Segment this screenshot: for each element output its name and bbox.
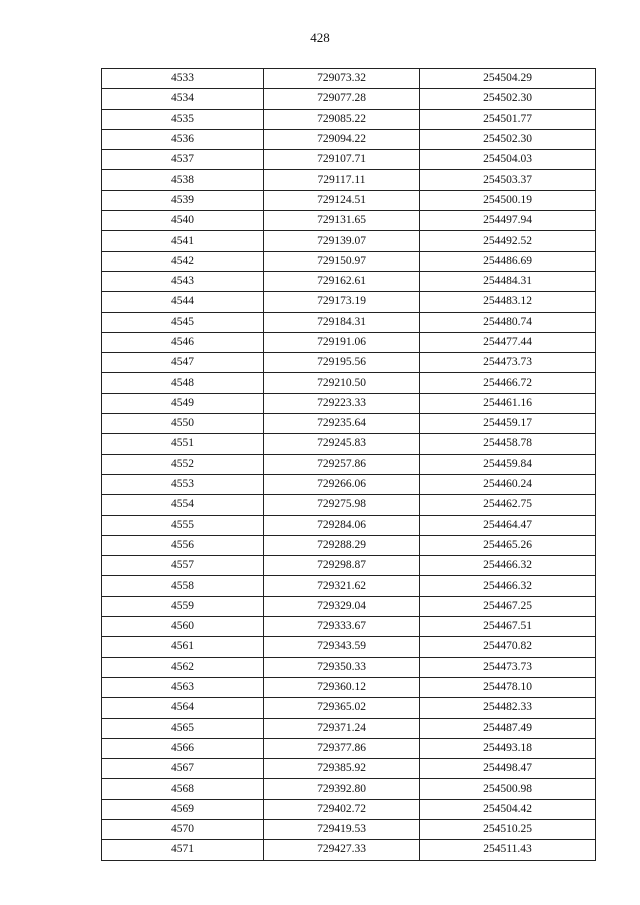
point-number-cell: 4539 xyxy=(102,190,264,210)
table-row xyxy=(102,617,596,637)
y-coordinate-cell: 254459.84 xyxy=(420,454,596,474)
x-coordinate-cell: 729350.33 xyxy=(264,657,420,677)
table-row xyxy=(102,190,596,210)
x-coordinate-cell: 729385.92 xyxy=(264,759,420,779)
x-coordinate-cell: 729371.24 xyxy=(264,718,420,738)
y-coordinate-cell: 254480.74 xyxy=(420,312,596,332)
x-coordinate-cell: 729162.61 xyxy=(264,271,420,291)
table-row xyxy=(102,211,596,231)
y-coordinate-cell: 254473.73 xyxy=(420,353,596,373)
x-coordinate-cell: 729077.28 xyxy=(264,89,420,109)
point-number-cell: 4544 xyxy=(102,292,264,312)
x-coordinate-cell: 729131.65 xyxy=(264,211,420,231)
point-number-cell: 4541 xyxy=(102,231,264,251)
point-number-cell: 4549 xyxy=(102,393,264,413)
x-coordinate-cell: 729107.71 xyxy=(264,150,420,170)
y-coordinate-cell: 254493.18 xyxy=(420,738,596,758)
table-row xyxy=(102,271,596,291)
table-row xyxy=(102,840,596,860)
x-coordinate-cell: 729245.83 xyxy=(264,434,420,454)
point-number-cell: 4565 xyxy=(102,718,264,738)
point-number-cell: 4562 xyxy=(102,657,264,677)
y-coordinate-cell: 254502.30 xyxy=(420,129,596,149)
y-coordinate-cell: 254504.03 xyxy=(420,150,596,170)
table-row xyxy=(102,556,596,576)
point-number-cell: 4537 xyxy=(102,150,264,170)
page-number: 428 xyxy=(310,30,330,45)
x-coordinate-cell: 729419.53 xyxy=(264,819,420,839)
y-coordinate-cell: 254503.37 xyxy=(420,170,596,190)
y-coordinate-cell: 254502.30 xyxy=(420,89,596,109)
point-number-cell: 4546 xyxy=(102,332,264,352)
table-row xyxy=(102,231,596,251)
point-number-cell: 4571 xyxy=(102,840,264,860)
point-number-cell: 4563 xyxy=(102,677,264,697)
point-number-cell: 4545 xyxy=(102,312,264,332)
point-number-cell: 4570 xyxy=(102,819,264,839)
table-row xyxy=(102,414,596,434)
x-coordinate-cell: 729073.32 xyxy=(264,69,420,89)
x-coordinate-cell: 729173.19 xyxy=(264,292,420,312)
point-number-cell: 4568 xyxy=(102,779,264,799)
point-number-cell: 4557 xyxy=(102,556,264,576)
table-row xyxy=(102,89,596,109)
x-coordinate-cell: 729392.80 xyxy=(264,779,420,799)
x-coordinate-cell: 729210.50 xyxy=(264,373,420,393)
point-number-cell: 4567 xyxy=(102,759,264,779)
point-number-cell: 4553 xyxy=(102,474,264,494)
y-coordinate-cell: 254466.32 xyxy=(420,576,596,596)
y-coordinate-cell: 254501.77 xyxy=(420,109,596,129)
x-coordinate-cell: 729094.22 xyxy=(264,129,420,149)
x-coordinate-cell: 729284.06 xyxy=(264,515,420,535)
y-coordinate-cell: 254482.33 xyxy=(420,698,596,718)
point-number-cell: 4547 xyxy=(102,353,264,373)
table-row xyxy=(102,312,596,332)
x-coordinate-cell: 729124.51 xyxy=(264,190,420,210)
x-coordinate-cell: 729266.06 xyxy=(264,474,420,494)
table-row xyxy=(102,718,596,738)
table-row xyxy=(102,637,596,657)
y-coordinate-cell: 254470.82 xyxy=(420,637,596,657)
table-row xyxy=(102,332,596,352)
y-coordinate-cell: 254461.16 xyxy=(420,393,596,413)
point-number-cell: 4540 xyxy=(102,211,264,231)
coordinates-table-body xyxy=(102,69,596,861)
x-coordinate-cell: 729139.07 xyxy=(264,231,420,251)
table-row xyxy=(102,292,596,312)
table-row xyxy=(102,434,596,454)
table-row xyxy=(102,515,596,535)
point-number-cell: 4559 xyxy=(102,596,264,616)
x-coordinate-cell: 729195.56 xyxy=(264,353,420,373)
y-coordinate-cell: 254497.94 xyxy=(420,211,596,231)
y-coordinate-cell: 254504.29 xyxy=(420,69,596,89)
table-row xyxy=(102,251,596,271)
y-coordinate-cell: 254467.51 xyxy=(420,617,596,637)
x-coordinate-cell: 729427.33 xyxy=(264,840,420,860)
y-coordinate-cell: 254462.75 xyxy=(420,495,596,515)
table-row xyxy=(102,69,596,89)
x-coordinate-cell: 729321.62 xyxy=(264,576,420,596)
table-row xyxy=(102,474,596,494)
y-coordinate-cell: 254460.24 xyxy=(420,474,596,494)
y-coordinate-cell: 254504.42 xyxy=(420,799,596,819)
table-row xyxy=(102,353,596,373)
table-row xyxy=(102,576,596,596)
y-coordinate-cell: 254483.12 xyxy=(420,292,596,312)
x-coordinate-cell: 729117.11 xyxy=(264,170,420,190)
table-row xyxy=(102,393,596,413)
x-coordinate-cell: 729235.64 xyxy=(264,414,420,434)
point-number-cell: 4543 xyxy=(102,271,264,291)
table-row xyxy=(102,759,596,779)
x-coordinate-cell: 729298.87 xyxy=(264,556,420,576)
table-row xyxy=(102,150,596,170)
x-coordinate-cell: 729377.86 xyxy=(264,738,420,758)
y-coordinate-cell: 254477.44 xyxy=(420,332,596,352)
x-coordinate-cell: 729150.97 xyxy=(264,251,420,271)
x-coordinate-cell: 729085.22 xyxy=(264,109,420,129)
y-coordinate-cell: 254466.32 xyxy=(420,556,596,576)
point-number-cell: 4555 xyxy=(102,515,264,535)
y-coordinate-cell: 254464.47 xyxy=(420,515,596,535)
table-row xyxy=(102,495,596,515)
point-number-cell: 4536 xyxy=(102,129,264,149)
y-coordinate-cell: 254498.47 xyxy=(420,759,596,779)
table-row xyxy=(102,738,596,758)
table-row xyxy=(102,454,596,474)
y-coordinate-cell: 254511.43 xyxy=(420,840,596,860)
table-row xyxy=(102,677,596,697)
table-row xyxy=(102,819,596,839)
point-number-cell: 4538 xyxy=(102,170,264,190)
y-coordinate-cell: 254486.69 xyxy=(420,251,596,271)
point-number-cell: 4551 xyxy=(102,434,264,454)
table-row xyxy=(102,799,596,819)
y-coordinate-cell: 254458.78 xyxy=(420,434,596,454)
x-coordinate-cell: 729365.02 xyxy=(264,698,420,718)
x-coordinate-cell: 729329.04 xyxy=(264,596,420,616)
table-row xyxy=(102,373,596,393)
x-coordinate-cell: 729288.29 xyxy=(264,535,420,555)
x-coordinate-cell: 729184.31 xyxy=(264,312,420,332)
point-number-cell: 4561 xyxy=(102,637,264,657)
table-row xyxy=(102,129,596,149)
point-number-cell: 4569 xyxy=(102,799,264,819)
point-number-cell: 4542 xyxy=(102,251,264,271)
y-coordinate-cell: 254465.26 xyxy=(420,535,596,555)
point-number-cell: 4554 xyxy=(102,495,264,515)
coordinates-table xyxy=(101,68,596,861)
y-coordinate-cell: 254459.17 xyxy=(420,414,596,434)
y-coordinate-cell: 254500.98 xyxy=(420,779,596,799)
point-number-cell: 4535 xyxy=(102,109,264,129)
x-coordinate-cell: 729223.33 xyxy=(264,393,420,413)
table-row xyxy=(102,109,596,129)
y-coordinate-cell: 254510.25 xyxy=(420,819,596,839)
point-number-cell: 4548 xyxy=(102,373,264,393)
y-coordinate-cell: 254492.52 xyxy=(420,231,596,251)
y-coordinate-cell: 254487.49 xyxy=(420,718,596,738)
x-coordinate-cell: 729333.67 xyxy=(264,617,420,637)
point-number-cell: 4556 xyxy=(102,535,264,555)
point-number-cell: 4560 xyxy=(102,617,264,637)
y-coordinate-cell: 254473.73 xyxy=(420,657,596,677)
y-coordinate-cell: 254500.19 xyxy=(420,190,596,210)
y-coordinate-cell: 254467.25 xyxy=(420,596,596,616)
table-row xyxy=(102,535,596,555)
y-coordinate-cell: 254466.72 xyxy=(420,373,596,393)
x-coordinate-cell: 729275.98 xyxy=(264,495,420,515)
x-coordinate-cell: 729402.72 xyxy=(264,799,420,819)
point-number-cell: 4552 xyxy=(102,454,264,474)
x-coordinate-cell: 729191.06 xyxy=(264,332,420,352)
y-coordinate-cell: 254484.31 xyxy=(420,271,596,291)
point-number-cell: 4533 xyxy=(102,69,264,89)
point-number-cell: 4550 xyxy=(102,414,264,434)
point-number-cell: 4558 xyxy=(102,576,264,596)
point-number-cell: 4534 xyxy=(102,89,264,109)
x-coordinate-cell: 729343.59 xyxy=(264,637,420,657)
x-coordinate-cell: 729360.12 xyxy=(264,677,420,697)
table-row xyxy=(102,657,596,677)
table-row xyxy=(102,779,596,799)
point-number-cell: 4566 xyxy=(102,738,264,758)
table-row xyxy=(102,596,596,616)
table-row xyxy=(102,170,596,190)
y-coordinate-cell: 254478.10 xyxy=(420,677,596,697)
x-coordinate-cell: 729257.86 xyxy=(264,454,420,474)
point-number-cell: 4564 xyxy=(102,698,264,718)
table-row xyxy=(102,698,596,718)
